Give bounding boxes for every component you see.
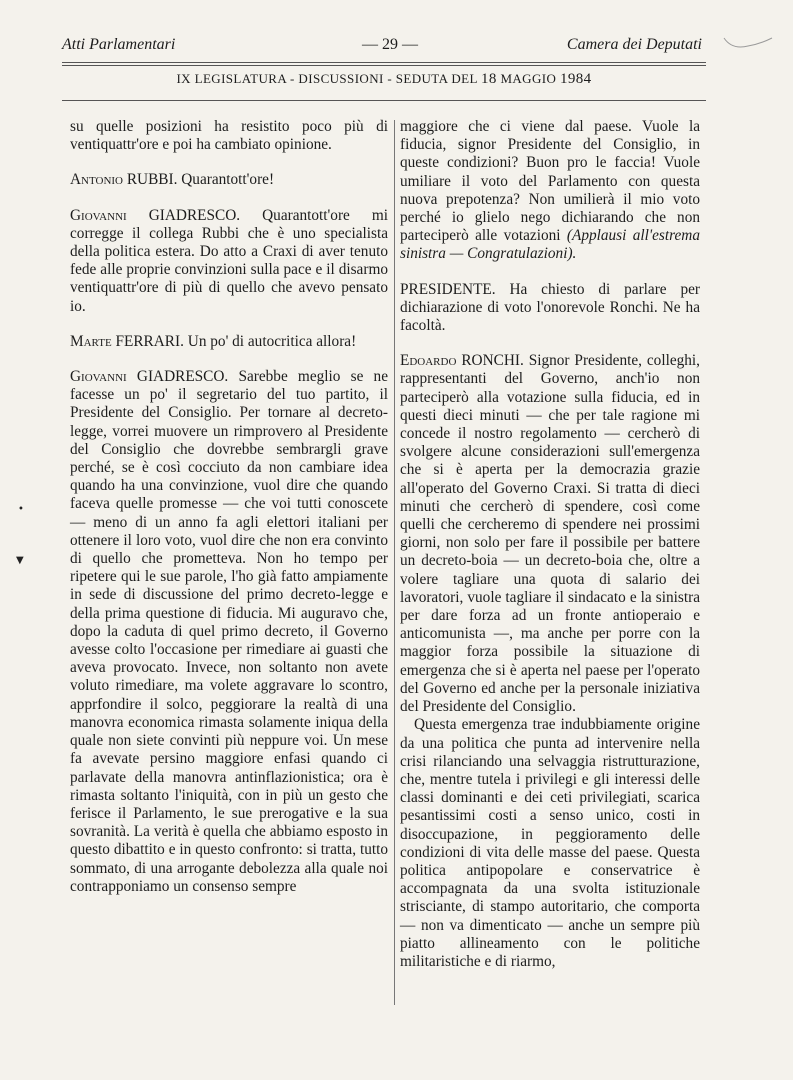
header-chamber: Camera dei Deputati [566,36,702,53]
speech-giadresco-2 [70,368,388,896]
speaker-first-name: Antonio [70,171,124,189]
stage-direction: (Applausi all'estrema sinistra — Congratulazioni). [400,227,700,263]
column-divider [394,120,395,1005]
speaker-last-name: GIADRESCO. [136,368,229,386]
speaker-first-name: Edoardo [400,352,457,370]
speaker-first-name: Giovanni [70,206,127,224]
speech-text: Ha chiesto di parlare per dichiarazione di voto l'onorevole Ronchi. Ne ha facoltà. [400,280,700,335]
speech-giadresco-1 [70,207,388,316]
speech-text: Un po' di autocritica allora! [187,332,357,350]
header-rule-double [62,65,706,66]
margin-dot-icon: • [18,504,24,515]
speech-ronchi [400,352,700,716]
session-day: 18 [480,71,497,87]
speaker-last-name: RONCHI. [461,352,524,370]
speech-rubbi [70,171,388,189]
header-publication: Atti Parlamentari [62,36,176,53]
speech-text: Quarantott'ore! [181,171,275,189]
speech-ronchi-continued: Questa emergenza trae indubbiamente origine da una politica che punta ad intervenire nella crisi rilanciando una selvaggia ristrutturazione, che, mentre tutela i privilegi e gli interessi delle classi dominanti e dei ceti privilegiati, scarica pesantissimi costi a senso unico, costi in disoccupazione, in peggioramento delle condizioni di vita delle masse del paese. Questa politica antipopolare e conservatrice è accompagnata da una svolta istituzionale strisciante, di stampo autoritario, che comporta — non va dimenticato — anche un sempre più piatto allineamento con le politiche militaristiche e di riarmo, [400,716,700,970]
speech-text: Quarantott'ore mi corregge il collega Rubbi che è uno specialista della politica estera. Do atto a Craxi di aver tenuto fede alle proprie convinzioni sulla pace e il disarmo ventiquattr'ore di più di quello che avevo pensato io. [70,206,388,315]
corner-pencil-mark-icon [722,34,774,54]
speaker-first-name: Marte [70,332,112,350]
session-year: 1984 [559,71,592,87]
speech-ferrari [70,333,388,351]
speaker-first-name: Giovanni [70,368,127,386]
speaker-last-name: GIADRESCO. [148,206,241,224]
subheader-rule [62,100,706,101]
speaker-last-name: RUBBI. [126,171,178,189]
session-prefix: IX LEGISLATURA - DISCUSSIONI - SEDUTA DEL [176,71,478,86]
session-month: MAGGIO [500,71,557,86]
header-rule-top [62,62,706,63]
speech-text: Sarebbe meglio se ne facesse un po' il segretario del tuo partito, il Presidente del Consiglio. Per tornare al decreto-legge, vorrei muovere un rimprovero al Presidente del Consiglio che dovrebbe sembrargli grave perché, se è così cocciuto da non cambiare idea quando ha una convinzione, vuol dire che quando faceva quelle promesse — che voi tutti conoscete — meno di un anno fa agli elettori italiani per ottenere il loro voto, vuol dire che non era convinto di quello che prometteva. Non ho tempo per ripetere qui le sue parole, l'ho già fatto ampiamente in sede di discussione del primo decreto-legge e della prima questione di fiducia. Mi auguravo che, dopo la caduta di quel primo decreto, il Governo avesse colto l'occasione per rimediare ai guasti che aveva provocato. Invece, non soltanto non avete voluto rimediare, ma volete aggravare lo scontro, apprfondire il solco, peggiorare la realtà di una manovra economica rimasta solamente iniqua della quale non siete convinti più neppure voi. Un mese fa avevate persino maggiore enfasi quando ci parlavate della manovra antinflazionistica; ora è rimasta soltanto l'iniquità, con in più un gesto che ferisce il Parlamento, le sue prerogative e la sua sovranità. La verità è quella che abbiamo esposto in questo dibattito e in questo confronto: si tratta, tutto sommato, di una arrogante debolezza alla quale noi contrapponiamo un consenso sempre [70,368,388,895]
margin-arrow-icon: ▼ [16,555,24,566]
speech-text: Signor Presidente, colleghi, rappresentanti del Governo, anch'io non parteciperò alla votazione sulla fiducia, ed in questi dieci minuti — che per tale ragione mi concede il nostro regolamento — cercherò di svolgere alcune considerazioni sull'emergenza che si è aperta per la democrazia grazie all'operato del Governo Craxi. Si tratta di dieci minuti che cercherò di spendere, così come quelli che cercheremo di spendere nei prossimi giorni, non solo per fare il possibile per battere un decreto-boia — un decreto-boia che, oltre a volere tagliare una quota di salario dei lavoratori, vuole tagliare il sindacato e la sinistra per dare forza ad un fronte antioperaio e anticomunista —, ma anche per porre con la maggior forza possibile la situazione di emergenza che si è aperta nel paese per l'operato del Governo ed anche per la personale iniziativa del Presidente del Consiglio. [400,352,700,716]
speaker-name: PRESIDENTE. [400,280,496,298]
page-header [62,36,702,60]
speech-presidente [400,281,700,336]
paragraph-continuation: su quelle posizioni ha resistito poco più di ventiquattr'ore e poi ha cambiato opinione. [70,118,388,154]
speech-giadresco-continuation [400,118,700,264]
speech-text: maggiore che ci viene dal paese. Vuole la fiducia, signor Presidente del Consiglio, in queste condizioni? Buon pro le faccia! Vuole umiliare il voto del Parlamento con questa nuova prepotenza? Non umilierà il mio voto perché io glielo nego dichiarando che non parteciperò alle votazioni [400,118,700,245]
speaker-last-name: FERRARI. [115,332,184,350]
right-column [400,118,700,971]
header-page-number: — 29 — [362,36,418,53]
left-column [70,118,388,913]
session-subheader [62,71,706,88]
